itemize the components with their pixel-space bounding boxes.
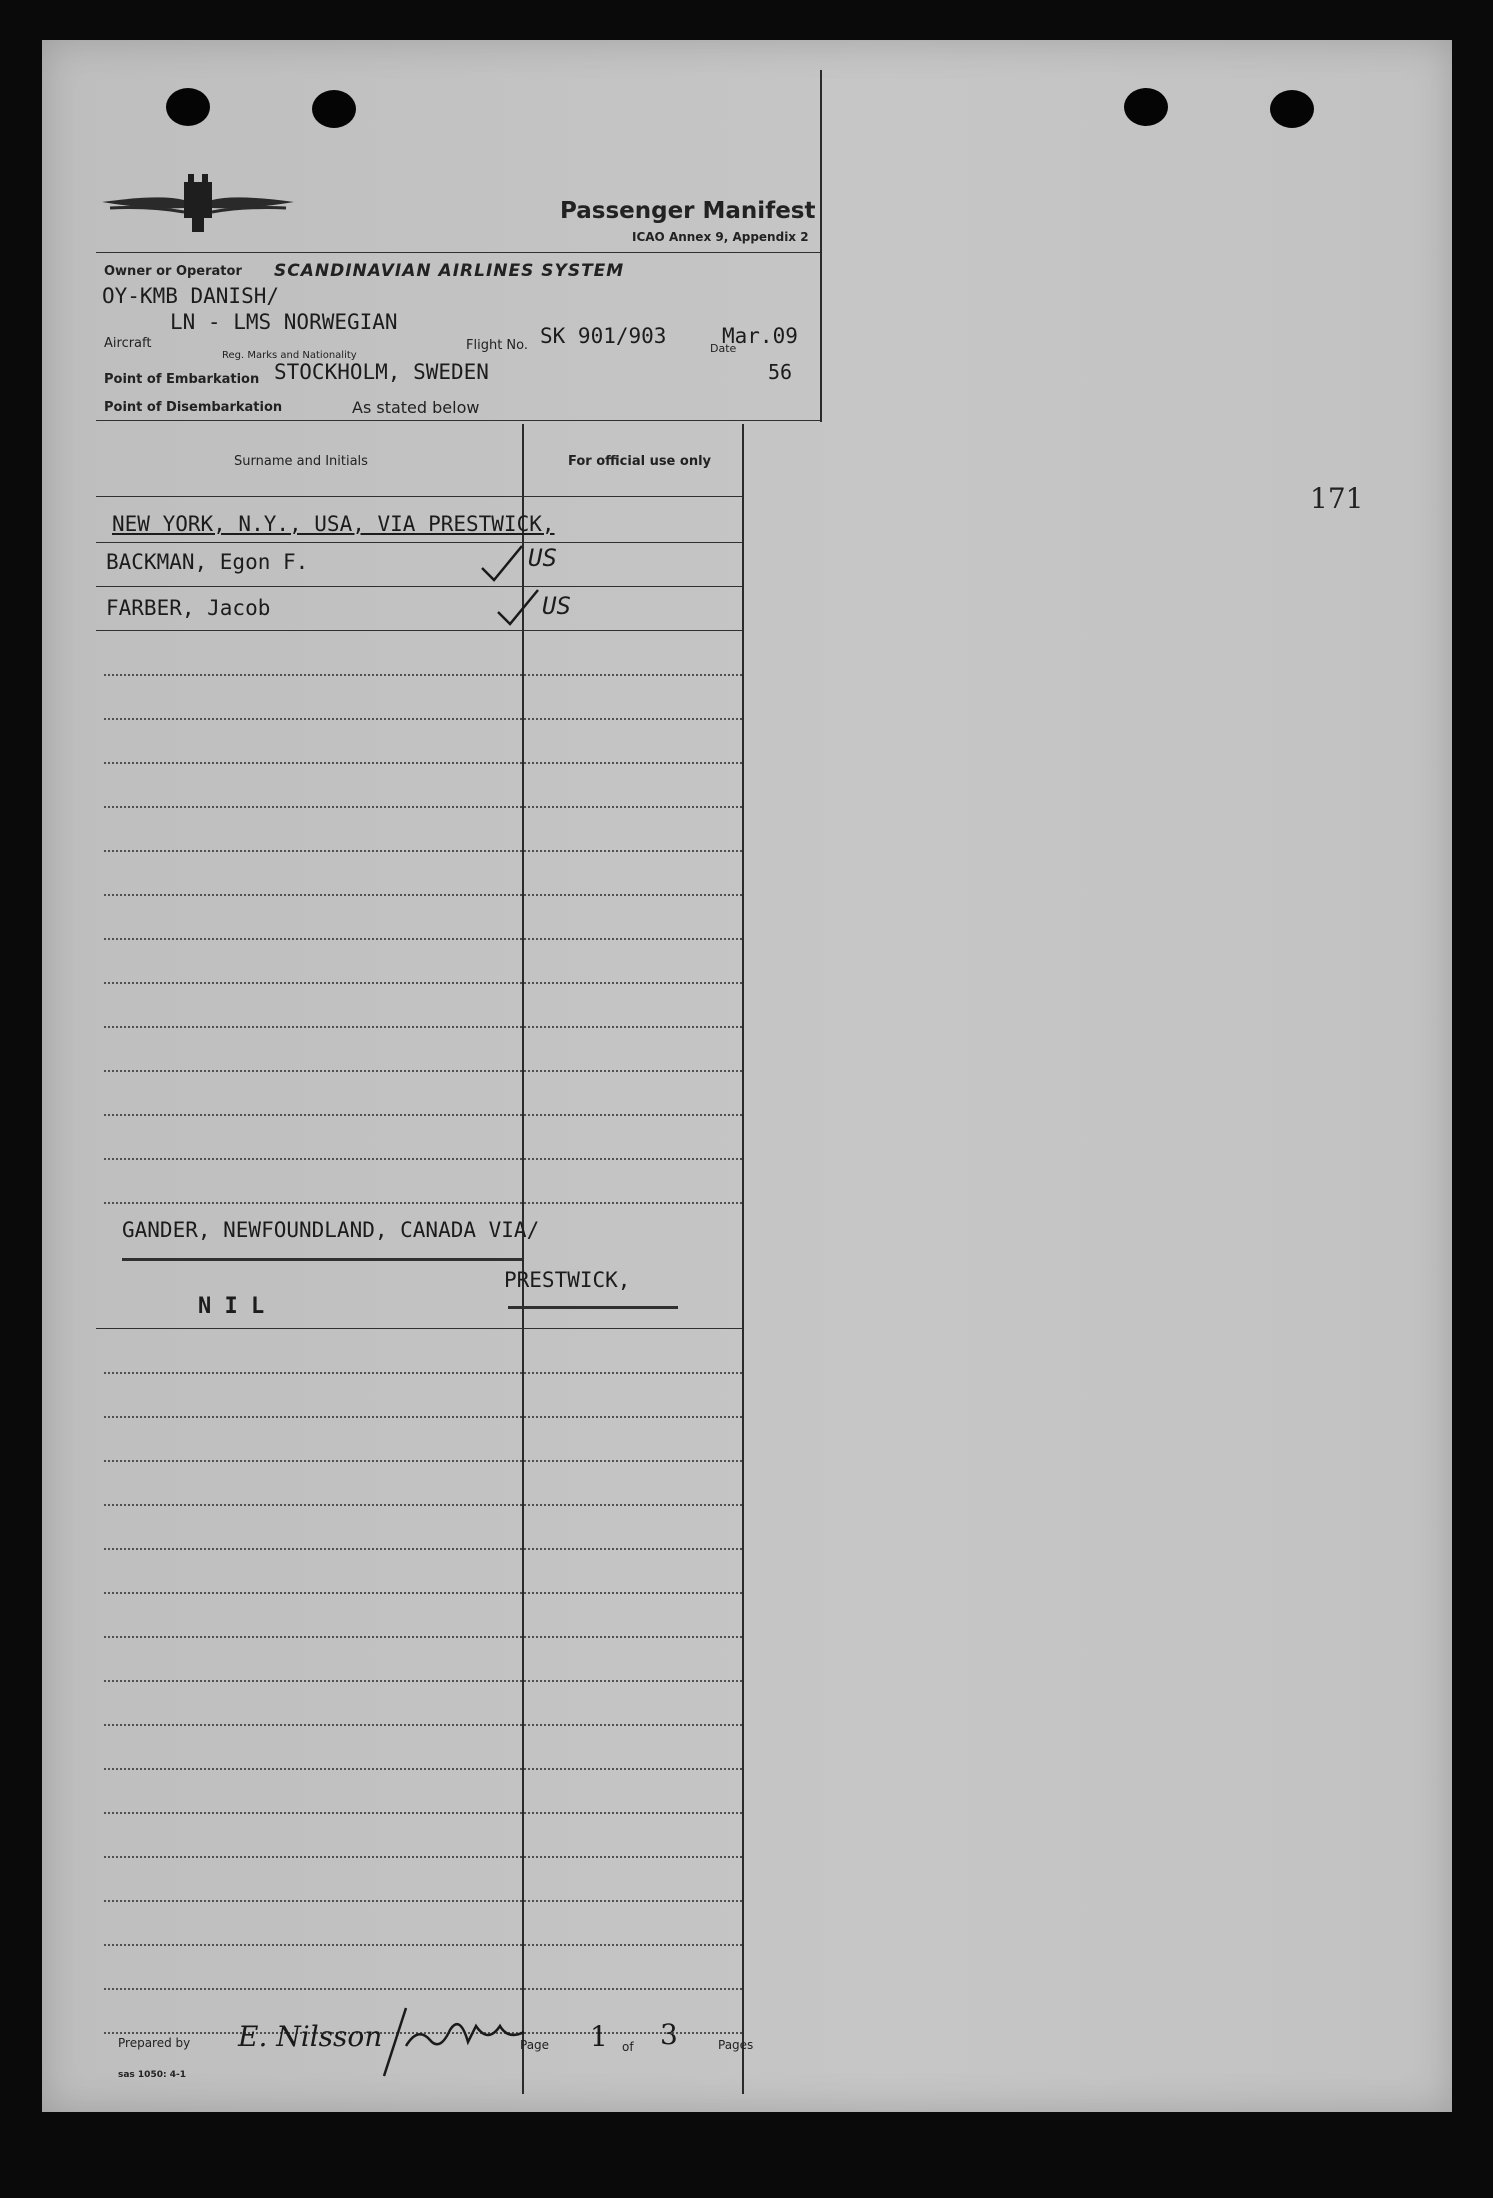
- punch-hole: [1270, 90, 1314, 128]
- table-row-rule: [104, 1026, 742, 1028]
- page-label: Page: [520, 2038, 550, 2052]
- checkmark-icon: [478, 544, 526, 584]
- table-row-rule: [104, 938, 742, 940]
- aircraft-line-oy: OY-KMB DANISH/: [102, 284, 280, 308]
- owner-label: Owner or Operator: [104, 264, 242, 279]
- destination-underline: [508, 1306, 678, 1309]
- passenger-official-code: US: [542, 592, 571, 620]
- flight-no-value: SK 901/903: [540, 324, 667, 348]
- reg-marks-label: Reg. Marks and Nationality: [222, 350, 357, 361]
- table-row-rule: [104, 1202, 742, 1204]
- header-right-border: [820, 70, 822, 422]
- table-row-rule: [96, 542, 742, 543]
- date-value: Mar.09: [722, 324, 798, 348]
- table-row-rule: [104, 850, 742, 852]
- table-row-rule: [104, 1548, 742, 1550]
- embarkation-value: STOCKHOLM, SWEDEN: [274, 360, 489, 384]
- table-row-rule: [104, 806, 742, 808]
- passenger-name: FARBER, Jacob: [106, 596, 271, 620]
- table-row-rule: [96, 586, 742, 587]
- table-row-rule: [104, 1592, 742, 1594]
- destination-gander-line2: PRESTWICK,: [504, 1268, 631, 1292]
- header-top-rule: [96, 252, 822, 253]
- table-row-rule: [104, 1372, 742, 1374]
- archive-stamp-number: 171: [1310, 482, 1364, 515]
- year-value: 56: [768, 360, 793, 384]
- table-row-rule: [104, 1856, 742, 1858]
- passenger-official-code: US: [528, 544, 557, 572]
- pages-label: Pages: [718, 2038, 754, 2052]
- table-row-rule: [104, 1900, 742, 1902]
- date-label: Date: [710, 342, 737, 355]
- table-row-rule: [104, 1944, 742, 1946]
- signature-flourish: [348, 2006, 538, 2086]
- table-row-rule: [104, 1636, 742, 1638]
- manifest-sheet: [42, 40, 1452, 2112]
- table-row-rule: [104, 1158, 742, 1160]
- table-row-rule: [104, 1416, 742, 1418]
- table-row-rule: [104, 1460, 742, 1462]
- checkmark-icon: [494, 588, 542, 628]
- table-row-rule: [104, 1070, 742, 1072]
- manifest-title: Passenger Manifest: [560, 198, 816, 224]
- aircraft-label: Aircraft: [104, 336, 152, 351]
- aircraft-line-ln: LN - LMS NORWEGIAN: [170, 310, 398, 334]
- table-row-rule: [104, 1680, 742, 1682]
- airline-logo-icon: [100, 168, 296, 238]
- table-row-rule: [104, 718, 742, 720]
- table-row-rule: [104, 674, 742, 676]
- table-row-rule: [104, 1988, 742, 1990]
- table-row-rule: [104, 1114, 742, 1116]
- table-row-rule: [104, 894, 742, 896]
- total-pages-value: 3: [660, 2018, 678, 2051]
- disembarkation-value: As stated below: [352, 398, 480, 417]
- table-row-rule: [96, 630, 742, 631]
- embarkation-label: Point of Embarkation: [104, 372, 260, 387]
- preparer-signature: E. Nilsson: [238, 2020, 383, 2053]
- header-bottom-rule: [96, 420, 822, 421]
- surname-column-header: Surname and Initials: [234, 454, 368, 469]
- table-row-rule: [104, 1768, 742, 1770]
- table-row-rule: [104, 762, 742, 764]
- disembarkation-label: Point of Disembarkation: [104, 400, 283, 415]
- prepared-by-label: Prepared by: [118, 2036, 191, 2050]
- table-row-rule: [104, 1724, 742, 1726]
- table-row-rule: [104, 1504, 742, 1506]
- destination-underline: [122, 1258, 522, 1261]
- page-value: 1: [590, 2020, 608, 2053]
- form-code: sas 1050: 4-1: [118, 2070, 186, 2080]
- destination-new-york: NEW YORK, N.Y., USA, VIA PRESTWICK,: [112, 512, 555, 536]
- of-label: of: [622, 2040, 634, 2054]
- table-row-rule: [104, 982, 742, 984]
- owner-value: SCANDINAVIAN AIRLINES SYSTEM: [274, 261, 625, 281]
- nil-entry: N I L: [198, 1294, 265, 1319]
- table-row-rule: [104, 1812, 742, 1814]
- punch-hole: [1124, 88, 1168, 126]
- punch-hole: [166, 88, 210, 126]
- flight-no-label: Flight No.: [466, 338, 529, 353]
- official-column-header: For official use only: [568, 454, 712, 469]
- table-row-rule: [96, 1328, 742, 1329]
- punch-hole: [312, 90, 356, 128]
- manifest-subtitle: ICAO Annex 9, Appendix 2: [632, 230, 809, 244]
- column-header-rule: [96, 496, 742, 497]
- destination-gander: GANDER, NEWFOUNDLAND, CANADA VIA/: [122, 1218, 540, 1242]
- table-right-border: [742, 424, 744, 2094]
- passenger-name: BACKMAN, Egon F.: [106, 550, 309, 574]
